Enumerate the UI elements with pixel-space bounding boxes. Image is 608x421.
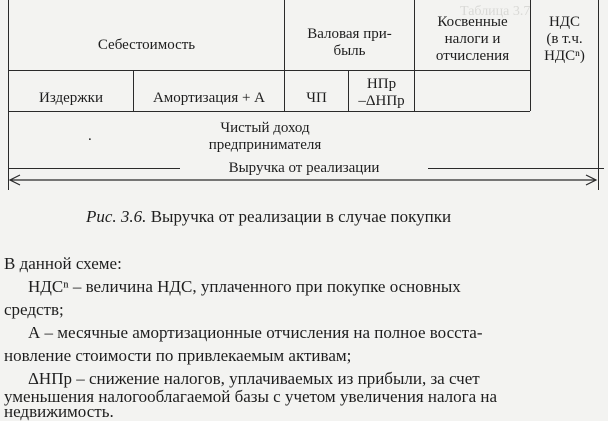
body-p2-line1: А – месячные амортизационные отчисления на полное восста- [28, 323, 483, 342]
cell-kosvennye-nalogi: Косвенные налоги и отчисления [435, 14, 510, 64]
label-vyruchka: Выручка от реализации [180, 160, 428, 177]
stray-dot: . [88, 128, 92, 144]
cell-amortizatsiya: Амортизация + А [152, 90, 266, 106]
cell-sebestoimost: Себестоимость [97, 37, 196, 53]
body-p1-line2: средств; [4, 300, 64, 319]
cell-nds: НДС (в т.ч. НДСⁿ) [544, 14, 585, 64]
cell-valovaya-pribyl: Валовая при- быль [307, 26, 392, 59]
caption-label: Рис. 3.6. [86, 207, 147, 226]
body-p1-line1: НДСⁿ – величина НДС, уплаченного при покупке основных [28, 277, 461, 296]
cell-izderzhki: Издержки [39, 90, 103, 106]
background-table-header: Таблица 3.7 [460, 4, 531, 19]
caption-text: Выручка от реализации в случае покупки [150, 207, 452, 226]
body-intro: В данной схеме: [4, 254, 122, 273]
label-chistyy-dokhod: Чистый доход предпринимателя [208, 120, 322, 153]
cell-chp: ЧП [306, 90, 327, 106]
figure-caption [86, 207, 606, 227]
body-p3-line3: недвижимость. [4, 402, 114, 421]
body-p3-line1: ΔНПр – снижение налогов, уплачиваемых из прибыли, за счет [28, 369, 480, 388]
body-p3-line2: уменьшения налогооблагаемой базы с учетом увеличения налога на [4, 387, 498, 406]
cell-npr: НПр –ΔНПр [358, 76, 405, 109]
body-p2-line2: новление стоимости по привлекаемым активам; [4, 346, 352, 365]
